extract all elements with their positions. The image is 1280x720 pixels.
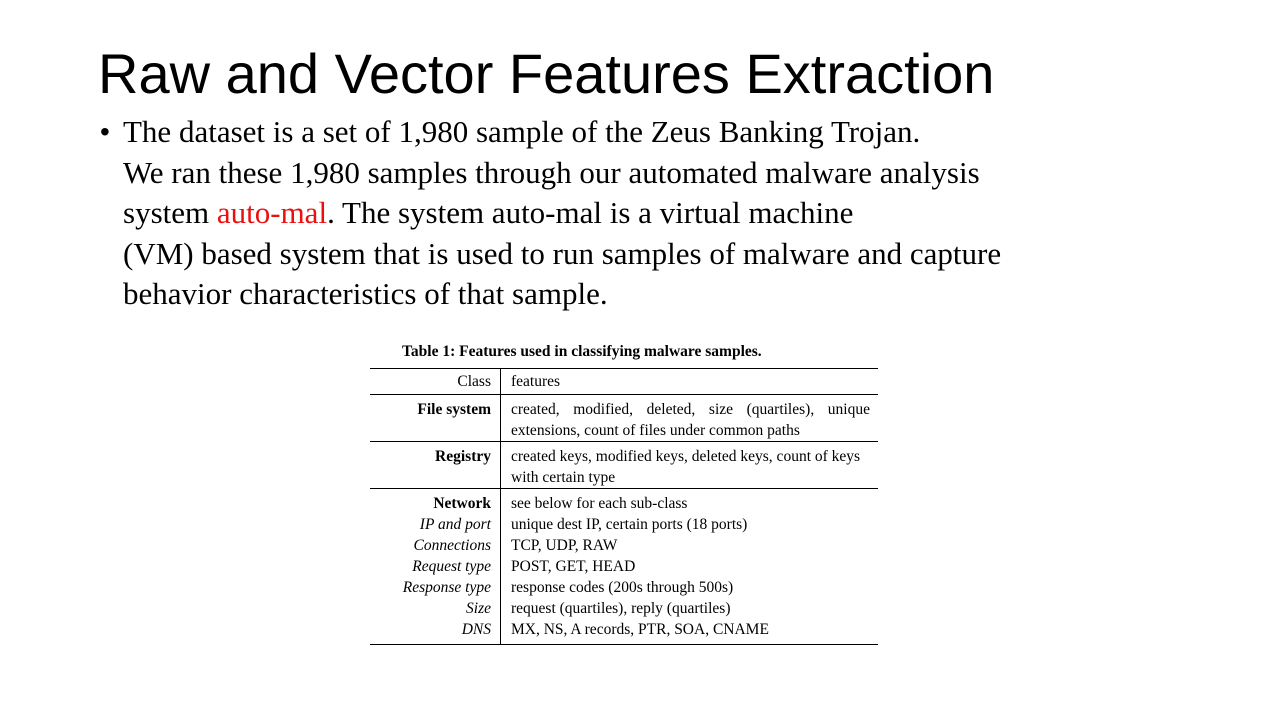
class-cell: Request type xyxy=(370,556,501,577)
table-caption: Table 1: Features used in classifying malware samples. xyxy=(402,343,762,360)
class-cell: IP and port xyxy=(370,514,501,535)
bullet-line-1: The dataset is a set of 1,980 sample of the Zeus Banking Trojan. xyxy=(123,114,921,149)
features-cell: POST, GET, HEAD xyxy=(511,558,636,575)
features-cell: created, modified, deleted, size (quartiles), unique extensions, count of files under common paths xyxy=(501,395,879,442)
table-row-size xyxy=(370,598,878,619)
bullet-line-3 xyxy=(123,193,1233,234)
bullet-marker: • xyxy=(100,116,110,147)
features-cell: TCP, UDP, RAW xyxy=(511,537,618,554)
class-cell: Size xyxy=(370,598,501,619)
bullet-line-5: behavior characteristics of that sample. xyxy=(123,276,608,311)
bullet-line-3-start: system xyxy=(123,195,217,230)
features-cell: unique dest IP, certain ports (18 ports) xyxy=(511,516,748,533)
table-row-network xyxy=(370,489,878,515)
class-cell: File system xyxy=(370,395,501,442)
class-cell: Connections xyxy=(370,535,501,556)
slide-title: Raw and Vector Features Extraction xyxy=(98,42,995,105)
table-row-file-system xyxy=(370,395,878,442)
features-table-figure xyxy=(370,338,880,645)
class-cell: Response type xyxy=(370,577,501,598)
bullet-line-3-end: . The system auto-mal is a virtual machine xyxy=(327,195,854,230)
class-cell: Network xyxy=(370,489,501,515)
features-cell: request (quartiles), reply (quartiles) xyxy=(511,600,731,617)
features-cell: see below for each sub-class xyxy=(501,489,879,515)
auto-mal-highlight: auto-mal xyxy=(216,195,328,230)
table-row-registry xyxy=(370,442,878,489)
bullet-line-4: (VM) based system that is used to run samples of malware and capture xyxy=(123,235,1002,271)
features-table xyxy=(370,368,878,645)
table-row-connections xyxy=(370,535,878,556)
table-row-dns xyxy=(370,619,878,645)
table-row-response-type xyxy=(370,577,878,598)
table-row-request-type xyxy=(370,556,878,577)
class-cell: Registry xyxy=(370,442,501,489)
table-header-row xyxy=(370,369,878,395)
class-cell: DNS xyxy=(370,619,501,645)
bullet-paragraph xyxy=(100,112,1210,315)
header-class: Class xyxy=(370,369,501,395)
bullet-line-2: We ran these 1,980 samples through our automated malware analysis xyxy=(123,154,980,190)
table-row-ip-and-port xyxy=(370,514,878,535)
features-cell: created keys, modified keys, deleted keys, count of keys with certain type xyxy=(501,442,879,489)
features-cell: response codes (200s through 500s) xyxy=(511,579,734,596)
header-features: features xyxy=(511,373,561,390)
features-cell: MX, NS, A records, PTR, SOA, CNAME xyxy=(511,621,769,638)
